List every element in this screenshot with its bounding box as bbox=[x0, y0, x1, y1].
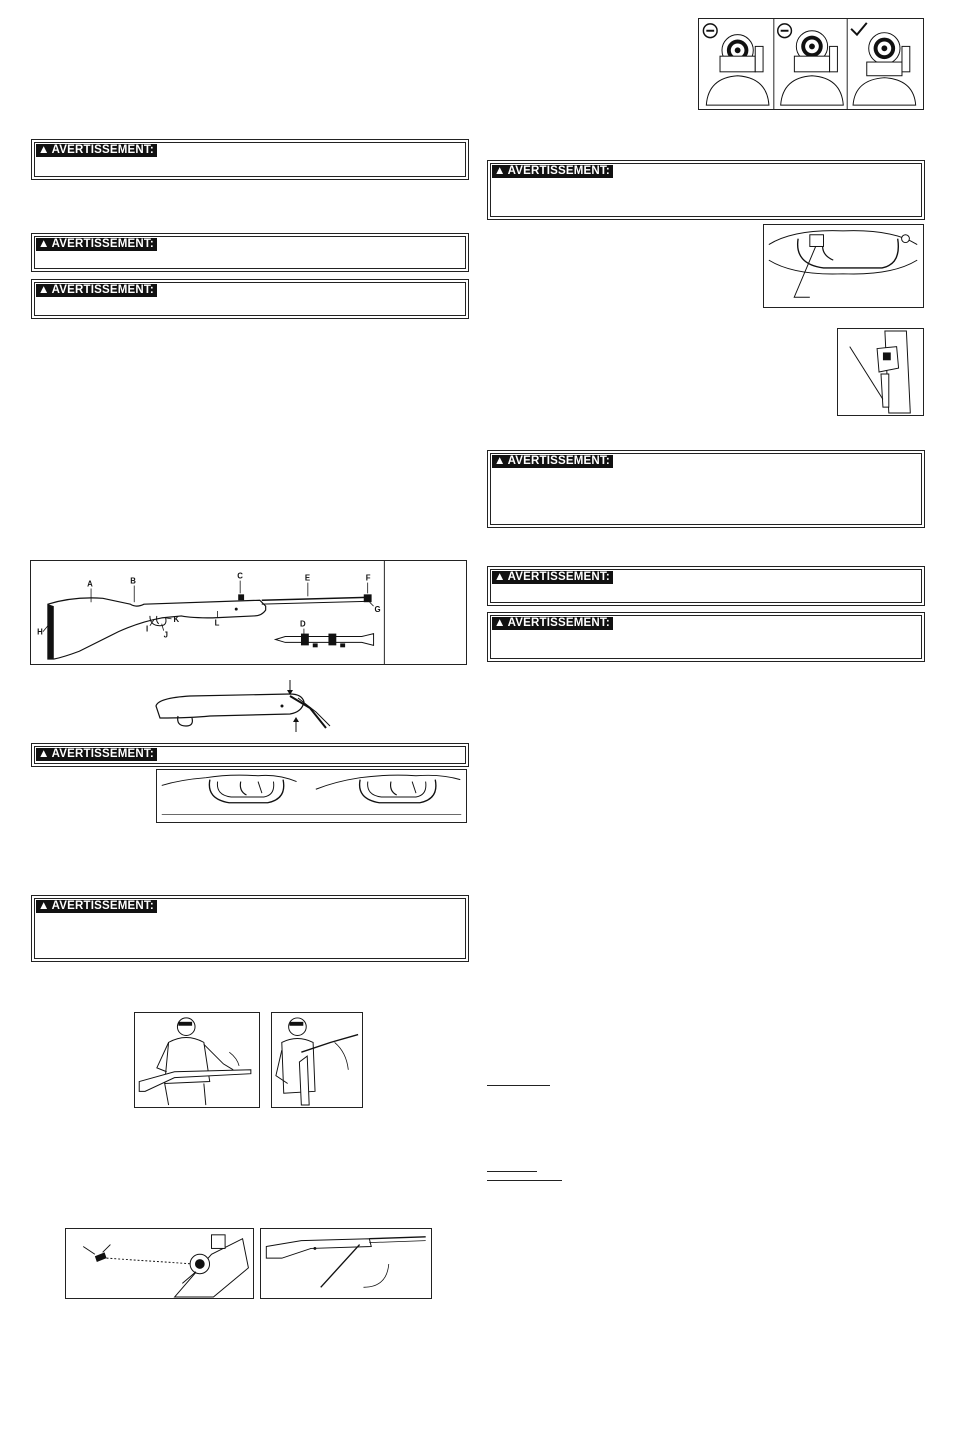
warning-triangle-icon: ▲ bbox=[38, 900, 50, 912]
warning-label: ▲ AVERTISSEMENT: bbox=[36, 748, 157, 761]
warning-box bbox=[487, 612, 925, 662]
sight-alignment-illustration bbox=[699, 19, 923, 109]
part-label-h: H bbox=[37, 627, 43, 637]
part-label-k: K bbox=[173, 614, 180, 624]
part-label-g: G bbox=[374, 605, 381, 615]
warning-triangle-icon: ▲ bbox=[38, 144, 50, 156]
part-label-i: I bbox=[145, 624, 149, 634]
warning-label: ▲ AVERTISSEMENT: bbox=[492, 455, 613, 468]
part-label-e: E bbox=[304, 573, 311, 583]
warning-box bbox=[487, 160, 925, 220]
part-label-b: B bbox=[130, 576, 136, 586]
rifle-parts-diagram bbox=[30, 560, 467, 665]
warning-triangle-icon: ▲ bbox=[494, 617, 506, 629]
pellet-and-target-illustration bbox=[66, 1229, 253, 1298]
part-label-f: F bbox=[365, 573, 371, 583]
part-label-j: J bbox=[163, 630, 169, 640]
part-label-l: L bbox=[214, 618, 220, 628]
rifle-folding-figure bbox=[260, 1228, 432, 1299]
safety-detail-illustration bbox=[838, 329, 923, 415]
warning-triangle-icon: ▲ bbox=[494, 455, 506, 467]
warning-label: ▲ AVERTISSEMENT: bbox=[36, 284, 157, 297]
warning-triangle-icon: ▲ bbox=[494, 165, 506, 177]
barrel-break-illustration bbox=[150, 676, 340, 734]
warning-box bbox=[31, 233, 469, 272]
warning-label: ▲ AVERTISSEMENT: bbox=[36, 238, 157, 251]
warning-label: ▲ AVERTISSEMENT: bbox=[492, 617, 613, 630]
sight-alignment-figure bbox=[698, 18, 924, 110]
person-breaking-barrel-illustration bbox=[272, 1013, 362, 1107]
part-label-a: A bbox=[87, 579, 93, 589]
part-label-d: D bbox=[300, 619, 306, 629]
warning-label: ▲ AVERTISSEMENT: bbox=[492, 165, 613, 178]
person-cocking-rifle-illustration bbox=[135, 1013, 259, 1107]
warning-label: ▲ AVERTISSEMENT: bbox=[492, 571, 613, 584]
rifle-parts-illustration bbox=[31, 561, 466, 664]
warning-box bbox=[31, 139, 469, 180]
warning-triangle-icon: ▲ bbox=[38, 284, 50, 296]
barrel-folding-illustration bbox=[261, 1229, 431, 1298]
shooter-breaking-figure bbox=[271, 1012, 363, 1108]
warning-label: ▲ AVERTISSEMENT: bbox=[36, 144, 157, 157]
trigger-adjustment-figure bbox=[763, 224, 924, 308]
warning-box bbox=[31, 743, 469, 767]
warning-label: ▲ AVERTISSEMENT: bbox=[36, 900, 157, 913]
section-heading-underline bbox=[487, 1180, 562, 1181]
shooter-cocking-figure bbox=[134, 1012, 260, 1108]
part-label-c: C bbox=[237, 571, 243, 581]
warning-box bbox=[31, 895, 469, 962]
warning-box bbox=[487, 450, 925, 528]
section-heading-underline bbox=[487, 1085, 550, 1086]
warning-triangle-icon: ▲ bbox=[38, 748, 50, 760]
section-heading-underline bbox=[487, 1171, 537, 1172]
warning-triangle-icon: ▲ bbox=[494, 571, 506, 583]
warning-triangle-icon: ▲ bbox=[38, 238, 50, 250]
trigger-safety-illustration bbox=[157, 770, 466, 822]
safety-detail-figure bbox=[837, 328, 924, 416]
warning-box bbox=[487, 566, 925, 606]
warning-box bbox=[31, 279, 469, 319]
trigger-adjust-illustration bbox=[764, 225, 923, 307]
trigger-safety-diagram bbox=[156, 769, 467, 823]
aiming-target-figure bbox=[65, 1228, 254, 1299]
